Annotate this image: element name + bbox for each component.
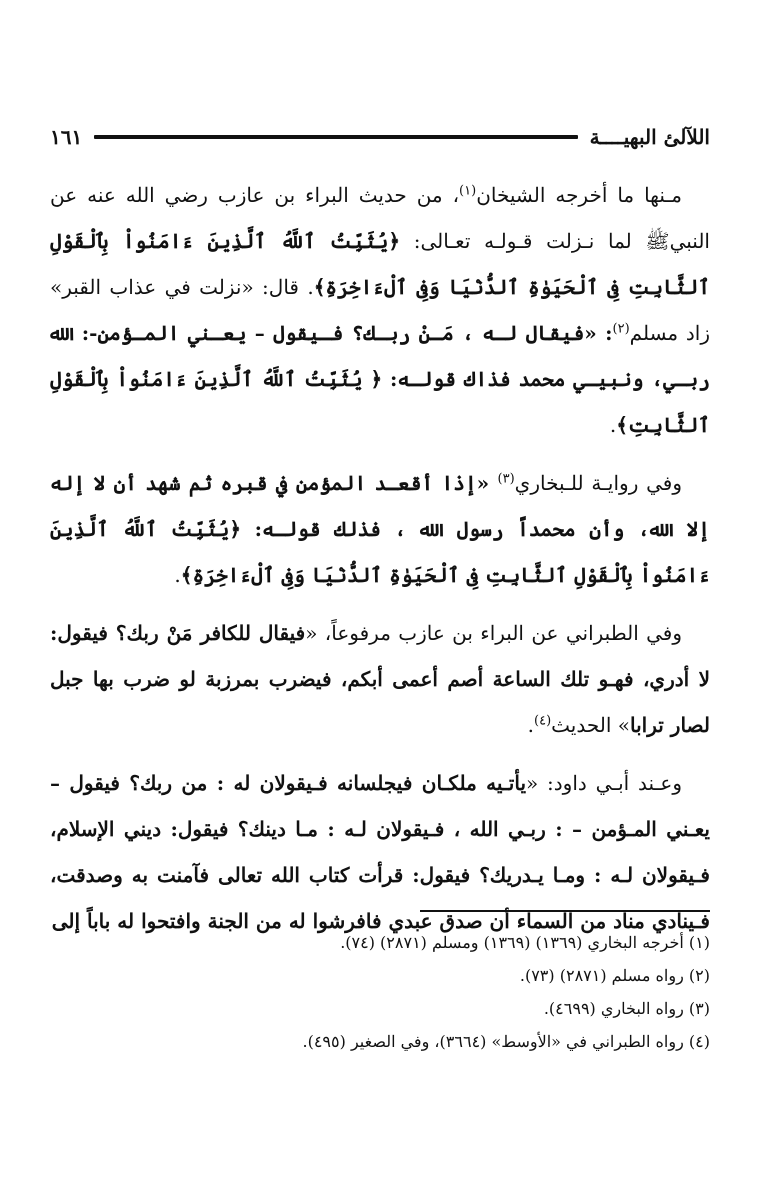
footnote-marker[interactable]: (١): [459, 183, 477, 199]
footnote-item: (٤) رواه الطبراني في «الأوسط» (٣٦٦٤)، وفي الصغير (٤٩٥).: [302, 1032, 710, 1051]
paragraph-text: .: [174, 563, 181, 587]
header-title: اللآلئ البهيــــة: [589, 125, 710, 149]
paragraph: [50, 460, 710, 598]
footnote-item: (١) أخرجه البخاري (١٣٦٩) (١٣٦٩) ومسلم (٢٨٧١) (٧٤).: [340, 933, 710, 952]
footnote-marker[interactable]: (٤): [534, 713, 552, 729]
footnote-marker[interactable]: (٢): [612, 321, 630, 337]
quoted-text: فيقال للكافر مَنْ ربك؟ فيقول: لا أدري، فهـو تلك الساعة أصم أعمى أبكم، فيضرب بمرزبة لو ضرب بها جبل لصار ترابا: [50, 621, 710, 737]
quoted-text: «إذا أقعـد المؤمن في قبره ثم شهد أن لا إله إلا الله، وأن محمداً رسول الله ، فذلك قولـه:: [50, 471, 710, 541]
paragraph: [50, 610, 710, 748]
quoted-text: ﴿ يُثَبِّتُ ٱللَّهُ ٱلَّذِينَ ءَامَنُواْ بِٱلْقَوْلِ ٱلثَّابِتِ﴾: [50, 367, 710, 437]
paragraph: [50, 172, 710, 448]
footnote-divider: [420, 910, 710, 912]
paragraph-text: » الحديث: [551, 713, 631, 737]
running-header: [50, 120, 710, 154]
page-number: ١٦١: [50, 125, 83, 149]
footnote-marker[interactable]: (٣): [497, 471, 515, 487]
quoted-text: ﴿يُثَبِّتُ ٱللَّهُ ٱلَّذِينَ ءَامَنُواْ بِٱلْقَوْلِ ٱلثَّابِتِ فِى ٱلْحَيَوٰةِ ٱلدُّنْيَا وَفِى ٱلْءَاخِرَةِ﴾: [50, 517, 710, 587]
paragraph-text: وفي روايـة للـبخاري: [514, 471, 682, 495]
header-rule: [94, 135, 577, 139]
footnote-item: (٣) رواه البخاري (٤٦٩٩).: [543, 999, 710, 1018]
footnotes: [50, 926, 710, 1058]
paragraph-text: وفي الطبراني عن البراء بن عازب مرفوعاً، «: [305, 621, 682, 645]
paragraph-text: وعـند أبـي داود: «: [526, 771, 682, 795]
paragraph-text: .: [609, 413, 617, 437]
paragraph-text: . قال: «نزلت في عذاب القبر» زاد مسلم: [50, 275, 710, 345]
paragraph: [50, 760, 710, 944]
paragraph-text: .: [527, 713, 535, 737]
footnote-item: (٢) رواه مسلم (٢٨٧١) (٧٣).: [519, 966, 710, 985]
paragraph-text: مـنها ما أخرجه الشيخان: [476, 183, 682, 207]
paragraph-text: ، من حديث البراء بن عازب رضي الله عنه عن النبيﷺ لما نـزلت قـولـه تعـالى:: [50, 183, 710, 253]
body-text: [50, 172, 710, 956]
quoted-text: يأتـيه ملكـان فيجلسانه فـيقولان له : من ربك؟ فيقول – يعـني المـؤمن – : ربـي الله ، فـيقولان لـه : مـا دينك؟ فيقول: ديني الإسلام، فـيقولان لـه : ومـا يـدريك؟ فيقول: قرأت كتاب الله تعالى فآمنت به وصدقت، فـينادي مناد من السماء أن صدق عبدي فافرشوا له من الجنة وافتحوا له باباً إلى: [50, 771, 710, 933]
quoted-text: : «فيقال لـه ، مَـنْ ربـك؟ فـيقول – يعـني المـؤمن-: الله ربـي، ونبيـي محمد فذاك قولـه:: [50, 321, 710, 391]
quoted-text: ﴿يُثَبِّتُ ٱللَّهُ ٱلَّذِينَ ءَامَنُواْ بِٱلْقَوْلِ ٱلثَّابِتِ فِى ٱلْحَيَوٰةِ ٱلدُّنْيَا وَفِى ٱلْءَاخِرَةِ﴾: [50, 229, 710, 299]
